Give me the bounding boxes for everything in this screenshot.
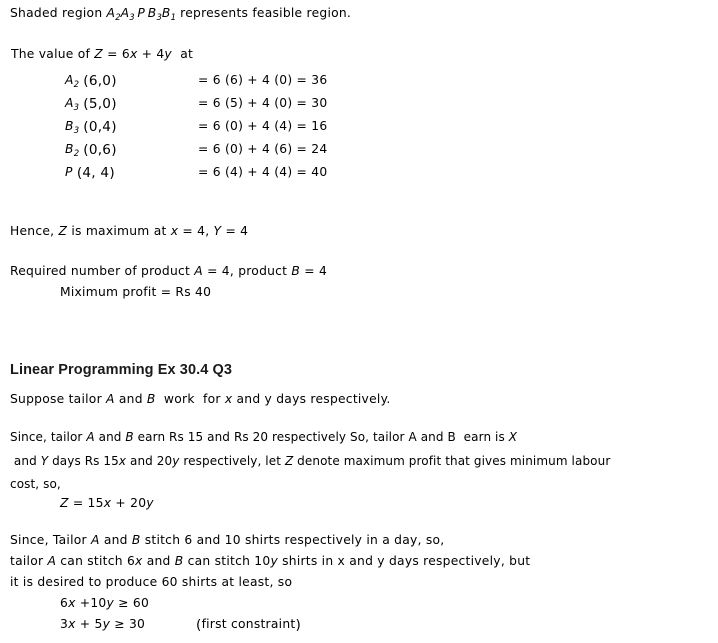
shaded-region-suffix: represents feasible region. [176, 6, 352, 20]
table-row: $A_3$ (5,0) [65, 96, 117, 113]
shaded-region-prefix: Shaded region [10, 6, 107, 20]
constraint-1: 6x +10y ≥ 60 [60, 596, 150, 610]
suppose-line: Suppose tailor A and B work for x and y days respectively. [10, 392, 391, 406]
hence-line: Hence, Z is maximum at x = 4, Y = 4 [10, 224, 249, 238]
shaded-region-points: $A_2A_3$ P $B_3B_1$ [106, 6, 177, 23]
constraint-2: 3x + 5y ≥ 30 [60, 617, 146, 631]
since-earn-line-2: and Y days Rs 15x and 20y respectively, let Z denote maximum profit that gives minimum labour [10, 454, 611, 468]
table-row: $B_3$ (0,4) [65, 119, 117, 136]
table-row-value: = 6 (0) + 4 (6) = 24 [198, 142, 328, 156]
table-row: P (4, 4) [65, 165, 115, 181]
value-of-z-line: The value of Z = 6x + 4y at [11, 47, 194, 61]
constraint-2-note: (first constraint) [196, 617, 301, 633]
since-stitch-line-3: it is desired to produce 60 shirts at least, so [10, 575, 293, 589]
table-row: $A_2$ (6,0) [65, 73, 117, 90]
objective-function: Z = 15x + 20y [60, 496, 154, 510]
required-number-line: Required number of product A = 4, product B = 4 [10, 264, 328, 278]
since-stitch-line-2: tailor A can stitch 6x and B can stitch 10y shirts in x and y days respectively, but [10, 554, 531, 568]
since-earn-line-1: Since, tailor A and B earn Rs 15 and Rs 20 respectively So, tailor A and B earn is X [10, 430, 518, 444]
table-row-value: = 6 (6) + 4 (0) = 36 [198, 73, 328, 87]
table-row-value: = 6 (0) + 4 (4) = 16 [198, 119, 328, 133]
table-row-value: = 6 (5) + 4 (0) = 30 [198, 96, 328, 110]
maximum-profit-line: Miximum profit = Rs 40 [60, 285, 212, 299]
shaded-region-line [10, 6, 351, 26]
since-stitch-line-1: Since, Tailor A and B stitch 6 and 10 shirts respectively in a day, so, [10, 533, 445, 547]
since-earn-line-3: cost, so, [10, 477, 61, 491]
page-title: Linear Programming Ex 30.4 Q3 [10, 362, 233, 378]
table-row-value: = 6 (4) + 4 (4) = 40 [198, 165, 328, 179]
table-row: $B_2$ (0,6) [65, 142, 117, 159]
